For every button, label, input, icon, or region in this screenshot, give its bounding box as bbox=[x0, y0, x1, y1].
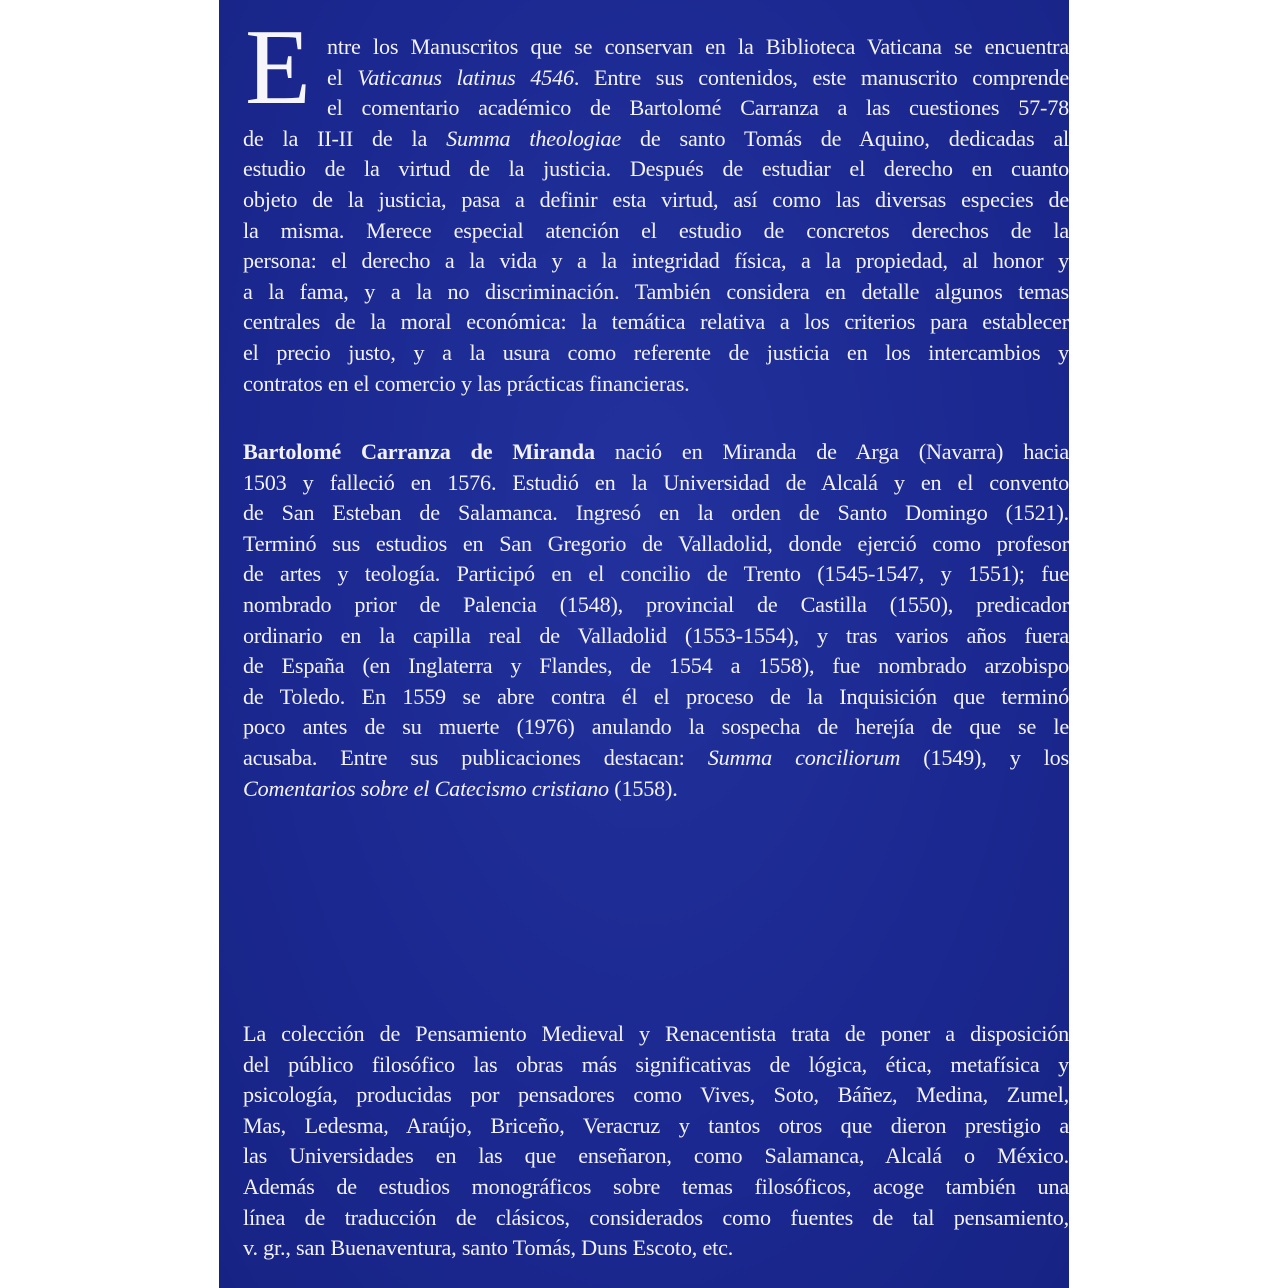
drop-cap-letter: E bbox=[245, 8, 311, 127]
manuscript-title: Vaticanus latinus 4546 bbox=[357, 64, 574, 90]
text-line: Bartolomé Carranza de Miranda nació en Miranda de Arga (Navarra) hacia bbox=[243, 439, 1069, 464]
text-line: persona: el derecho a la vida y a la integridad física, a la propiedad, al honor y bbox=[243, 248, 1069, 274]
work-title: Summa theologiae bbox=[446, 125, 622, 151]
text-line: poco antes de su muerte (1976) anulando la sospecha de herejía de que se le bbox=[243, 714, 1069, 740]
text-line: ordinario en la capilla real de Valladolid (1553-1554), y tras varios años fuera bbox=[243, 622, 1069, 648]
text-line: nombrado prior de Palencia (1548), provincial de Castilla (1550), predicador bbox=[243, 591, 1069, 617]
text-line: a la fama, y a la no discriminación. También considera en detalle algunos temas bbox=[243, 278, 1069, 304]
text-line: las Universidades en las que enseñaron, como Salamanca, Alcalá o México. bbox=[243, 1143, 1069, 1169]
text-line: la misma. Merece especial atención el estudio de concretos derechos de la bbox=[243, 217, 1069, 243]
text-line: línea de traducción de clásicos, considerados como fuentes de tal pensamiento, bbox=[243, 1204, 1069, 1230]
text-line: ntre los Manuscritos que se conservan en la Biblioteca Vaticana se encuentra bbox=[327, 34, 1069, 59]
biography-paragraph bbox=[243, 437, 1069, 804]
text-line: contratos en el comercio y las prácticas financieras. bbox=[243, 370, 690, 396]
text-line: estudio de la virtud de la justicia. Después de estudiar el derecho en cuanto bbox=[243, 156, 1069, 182]
text-line: Terminó sus estudios en San Gregorio de Valladolid, donde ejerció como profesor bbox=[243, 530, 1069, 556]
text-line: centrales de la moral económica: la temática relativa a los criterios para establecer bbox=[243, 309, 1069, 335]
collection-paragraph bbox=[243, 1019, 1069, 1264]
text-line: Además de estudios monográficos sobre temas filosóficos, acoge también una bbox=[243, 1173, 1069, 1199]
text-line: de San Esteban de Salamanca. Ingresó en la orden de Santo Domingo (1521). bbox=[243, 500, 1069, 526]
publication-title: Summa conciliorum bbox=[707, 744, 901, 770]
text-line: 1503 y falleció en 1576. Estudió en la Universidad de Alcalá y en el convento bbox=[243, 469, 1069, 495]
publication-title: Comentarios sobre el Catecismo cristiano bbox=[243, 775, 609, 801]
text-line: v. gr., san Buenaventura, santo Tomás, Duns Escoto, etc. bbox=[243, 1235, 734, 1261]
text-line: el Vaticanus latinus 4546. Entre sus contenidos, este manuscrito comprende bbox=[327, 64, 1069, 90]
text-line: el precio justo, y a la usura como referente de justicia en los intercambios y bbox=[243, 339, 1069, 365]
text-line: Comentarios sobre el Catecismo cristiano (1558). bbox=[243, 775, 678, 801]
text-line: acusaba. Entre sus publicaciones destacan: Summa conciliorum (1549), y los bbox=[243, 744, 1069, 770]
text-line: Mas, Ledesma, Araújo, Briceño, Veracruz y tantos otros que dieron prestigio a bbox=[243, 1112, 1069, 1138]
text-line: objeto de la justicia, pasa a definir esta virtud, así como las diversas especies de bbox=[243, 186, 1069, 212]
text-line: de artes y teología. Participó en el concilio de Trento (1545-1547, y 1551); fue bbox=[243, 561, 1069, 587]
back-cover bbox=[219, 0, 1069, 1288]
text-line: psicología, producidas por pensadores como Vives, Soto, Báñez, Medina, Zumel, bbox=[243, 1082, 1069, 1108]
text-line: el comentario académico de Bartolomé Carranza a las cuestiones 57-78 bbox=[327, 95, 1069, 121]
text-line: de la II-II de la Summa theologiae de santo Tomás de Aquino, dedicadas al bbox=[243, 125, 1069, 151]
author-name: Bartolomé Carranza de Miranda bbox=[243, 439, 595, 464]
intro-paragraph bbox=[243, 32, 1069, 399]
text-line: de España (en Inglaterra y Flandes, de 1554 a 1558), fue nombrado arzobispo bbox=[243, 653, 1069, 679]
text-line: La colección de Pensamiento Medieval y Renacentista trata de poner a disposición bbox=[243, 1021, 1069, 1046]
text-line: de Toledo. En 1559 se abre contra él el proceso de la Inquisición que terminó bbox=[243, 683, 1069, 709]
text-line: del público filosófico las obras más significativas de lógica, ética, metafísica y bbox=[243, 1051, 1069, 1077]
